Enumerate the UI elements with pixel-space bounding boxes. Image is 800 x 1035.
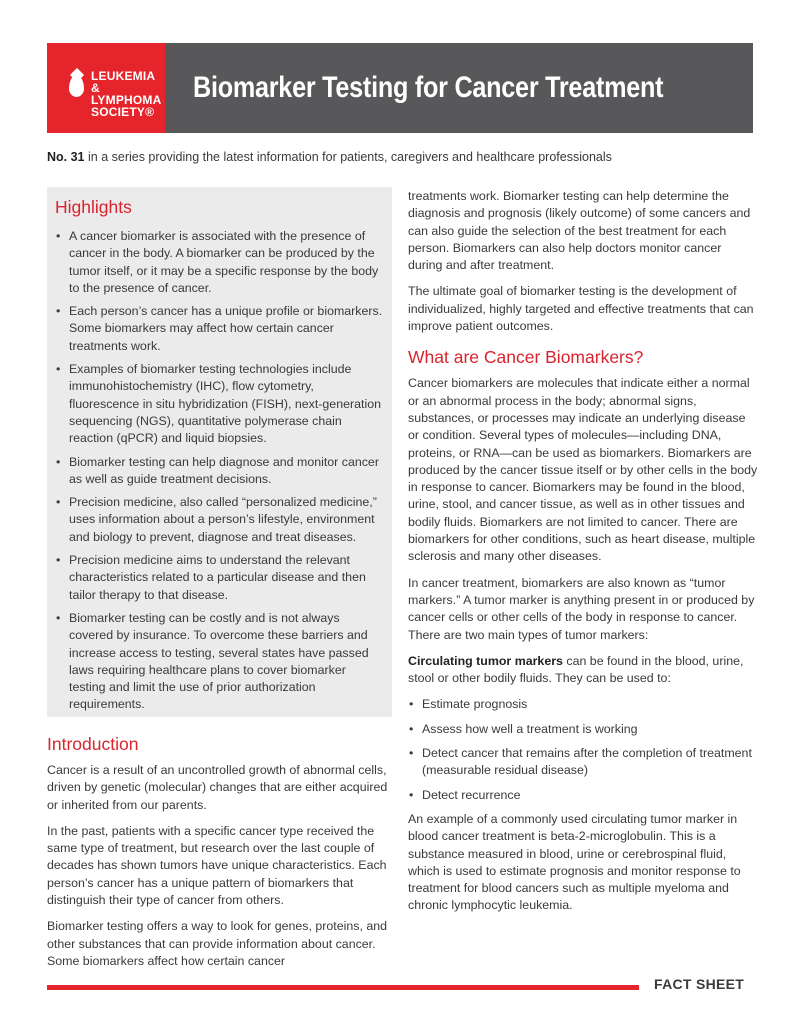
series-line <box>47 150 612 164</box>
circulating-label: Circulating tumor markers <box>408 653 563 668</box>
use-item: • Assess how well a treatment is working <box>408 721 758 738</box>
biomarkers-heading: What are Cancer Biomarkers? <box>408 347 644 368</box>
highlight-item: • A cancer biomarker is associated with the presence of cancer in the body. A biomarker can be produced by the tumor itself, or it may be a specific response by the body to the presence of cancer. <box>55 228 384 297</box>
introduction-section <box>47 734 397 979</box>
body-paragraph: Cancer biomarkers are molecules that indicate either a normal or an abnormal process in the body; abnormal signs, substances, or processes may indicate an underlying disease or condition. Several types of molecules—including DNA, proteins, or RNA—can be used as biomarkers. Biomarkers are produced by the cancer tissue itself or by other cells in the body in response to cancer. Biomarkers may be found in the blood, urine, stool, and cancer tissue, as well as in other tissues and bodily fluids. Biomarkers are not limited to cancer. There are biomarkers for other conditions, such as heart disease, multiple sclerosis and many other diseases. <box>408 376 758 564</box>
highlight-item: • Precision medicine, also called “personalized medicine,” uses information about a person’s lifestyle, environment and biology to prevent, diagnose and treat diseases. <box>55 494 384 546</box>
circulating-text: can be found in the blood, urine, stool or other bodily fluids. They can be used to: <box>408 653 744 686</box>
highlights-list <box>55 228 384 714</box>
blood-drop-icon <box>69 75 84 97</box>
introduction-heading: Introduction <box>47 734 139 754</box>
title-box <box>165 43 753 133</box>
header-banner <box>47 43 753 133</box>
body-paragraph: In cancer treatment, biomarkers are also known as “tumor markers.” A tumor marker is anything present in or produced by cancer cells or other cells of the body in response to cancer. There are two main types of tumor markers: <box>408 575 755 642</box>
uses-list <box>408 696 758 803</box>
highlight-item: • Examples of biomarker testing technologies include immunohistochemistry (IHC), flow cytometry, fluorescence in situ hybridization (FISH), next-generation sequencing (NGS), quantitative polymerase chain reaction (qPCR) and liquid biopsies. <box>55 361 384 447</box>
highlights-box <box>47 187 392 717</box>
highlights-heading: Highlights <box>55 197 132 217</box>
series-text: in a series providing the latest information for patients, caregivers and healthcare professionals <box>84 150 612 164</box>
intro-paragraph: Biomarker testing offers a way to look for genes, proteins, and other substances that can provide information about cancer. Some biomarkers affect how certain cancer <box>47 919 388 968</box>
page-title: Biomarker Testing for Cancer Treatment <box>193 71 664 104</box>
highlight-item: • Each person’s cancer has a unique profile or biomarkers. Some biomarkers may affect how certain cancer treatments work. <box>55 303 384 355</box>
logo-text: LEUKEMIA & LYMPHOMA SOCIETY® <box>91 69 162 119</box>
lls-logo <box>47 43 165 133</box>
footer-rule <box>47 985 639 990</box>
use-item: • Estimate prognosis <box>408 696 758 713</box>
intro-paragraph: In the past, patients with a specific cancer type received the same type of treatment, but research over the last couple of decades has shown tumors have unique characteristics. Each person’s cancer has a unique pattern of biomarkers that distinguish their type of cancer from others. <box>47 823 387 908</box>
highlight-item: • Precision medicine aims to understand the relevant characteristics related to a particular disease and then tailor therapy to that disease. <box>55 552 384 604</box>
highlight-item: • Biomarker testing can be costly and is not always covered by insurance. To overcome these barriers and increase access to testing, several states have passed laws requiring healthcare plans to cover biomarker testing and limit the use of prior authorization requirements. <box>55 610 384 714</box>
intro-paragraph: Cancer is a result of an uncontrolled growth of abnormal cells, driven by genetic (molecular) changes that are either acquired or inherited from our parents. <box>47 763 388 812</box>
example-paragraph: An example of a commonly used circulating tumor marker in blood cancer treatment is beta-2-microglobulin. This is a substance measured in blood, urine or cerebrospinal fluid, which is used to estimate prognosis and monitor response to treatment for blood cancers such as multiple myeloma and chronic lymphocytic leukemia. <box>408 811 741 913</box>
right-column <box>408 188 758 924</box>
fact-sheet-label: FACT SHEET <box>654 976 745 992</box>
use-item: • Detect recurrence <box>408 787 758 804</box>
use-item: • Detect cancer that remains after the completion of treatment (measurable residual disease) <box>408 745 758 780</box>
highlight-item: • Biomarker testing can help diagnose and monitor cancer as well as guide treatment decisions. <box>55 454 384 489</box>
body-paragraph: The ultimate goal of biomarker testing is the development of individualized, highly targeted and effective treatments that can improve patient outcomes. <box>408 284 754 334</box>
body-paragraph: treatments work. Biomarker testing can help determine the diagnosis and prognosis (likely outcome) of some cancers and can also guide the selection of the best treatment for each person. Biomarkers can also help doctors monitor cancer during and after treatment. <box>408 189 751 273</box>
circulating-paragraph <box>408 653 758 688</box>
series-number: No. 31 <box>47 150 85 164</box>
